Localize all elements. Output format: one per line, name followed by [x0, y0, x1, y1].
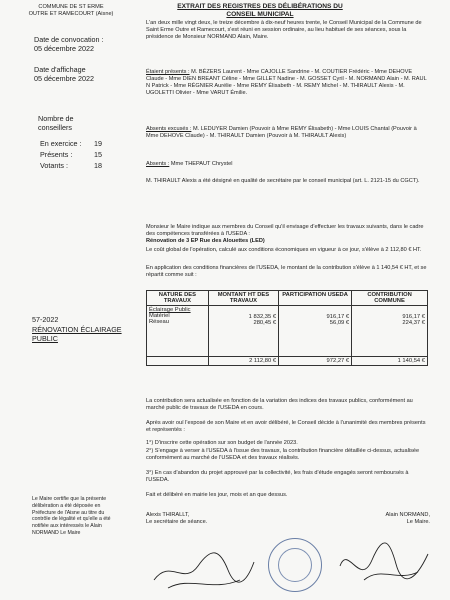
secretary-signature-icon [150, 540, 260, 596]
contribution-cell [352, 306, 428, 357]
header-nature: NATURE DES TRAVAUX [147, 291, 209, 306]
secretary-designation: M. THIRAULT Alexis a été désigné en qualité de secrétaire par le conseil municipal (art. L. 2121-15 du CGCT). [146, 178, 420, 184]
total-participation: 972,27 € [279, 357, 352, 366]
paragraph-decision: Après avoir ouï l'exposé de son Maire et en avoir délibéré, le Conseil décide à l'unanimité des membres présents et représentés : [146, 420, 426, 433]
document-title: EXTRAIT DES REGISTRES DES DÉLIBÉRATIONS DU CONSEIL MUNICIPAL [177, 3, 343, 18]
mayor-role: Le Maire. [406, 518, 430, 525]
paragraph-works [146, 224, 428, 245]
participation-materiel: 916,17 € [326, 314, 350, 320]
total-montant: 2 112,80 € [208, 357, 278, 366]
stamp-inner-ring [278, 548, 312, 582]
decision-item-2: 2°) S'engage à verser à l'USEDA à l'issue des travaux, la contribution financière détaillée ci-dessus, actualisée conformément au marché de l'USEDA et des travaux réalisés. [146, 448, 420, 461]
header-contribution: CONTRIBUTION COMMUNE [352, 291, 428, 306]
affichage-label: Date d'affichage [34, 65, 86, 74]
table-total-row [147, 357, 428, 366]
attendance-present [146, 69, 428, 97]
excuses-heading: Absents excusés : [146, 126, 192, 132]
montant-materiel: 1 832,35 € [248, 314, 277, 320]
absents-names: Mme THEPAUT Chrystel [170, 161, 233, 167]
votants-label: Votants : [40, 161, 68, 170]
en-exercice-label: En exercice : [40, 139, 82, 148]
decision-number: 57-2022 [32, 315, 59, 324]
presents-label: Présents : [40, 150, 73, 159]
paragraph-contribution: En application des conditions financières de l'USEDA, le montant de la contribution s'élève à 1 140,54 € HT, et se répartit comme suit : [146, 265, 427, 278]
convocation-date: 05 décembre 2022 [34, 44, 94, 53]
mairie-stamp-icon [268, 538, 322, 592]
presents-value: 15 [94, 150, 102, 159]
mayor-name: Alain NORMAND, [385, 512, 430, 518]
paragraph-cost: Le coût global de l'opération, calculé aux conditions économiques en vigueur à ce jour, s'élève à 2 112,80 € HT. [146, 247, 422, 253]
presents-heading: Étaient présents : [146, 69, 190, 75]
signature-secretary [146, 512, 266, 526]
closing-line: Fait et délibéré en mairie les jour, mois et an que dessus. [146, 492, 288, 498]
affichage-date: 05 décembre 2022 [34, 74, 94, 83]
decision-title: RÉNOVATION ÉCLAIRAGE PUBLIC [32, 325, 122, 343]
participation-cell [279, 306, 352, 357]
presents-names: M. BÉZERS Laurent - Mme CAJOLLE Sandrine - M. COUTIER Frédéric - Mme DEHOVE Claude - Mme DIEN BREANT Céline - Mme GILLET Nadine - M. GOSSET Cyril - M. NORMAND Alain - M. RAUL N Patrick - Mme RÉGNIER Aurélie - Mme REMY Élisabeth - M. REMY Michel - M. THIRAULT Alexis - M. UGOLETTI Olivier - Mme VARUT Émilie. [146, 69, 427, 96]
total-contribution: 1 140,54 € [352, 357, 428, 366]
section-label: Éclairage Public [149, 307, 191, 313]
montant-cell [208, 306, 278, 357]
signature-mayor [340, 512, 430, 526]
row-label-reseau: Réseau [149, 319, 169, 325]
attendance-excused [146, 126, 428, 140]
excuses-names: M. LEDUYER Damien (Pouvoir à Mme REMY Élisabeth) - Mme LOUIS Chantal (Pouvoir à Mme DEHOVE Claude) - M. THIRAULT Damien (Pouvoir à M. THIRAULT Alexis) [146, 126, 417, 139]
votants-value: 18 [94, 161, 102, 170]
decision-item-3: 3°) En cas d'abandon du projet approuvé par la collectivité, les frais d'étude engagés seront remboursés à l'USEDA. [146, 470, 409, 483]
en-exercice-value: 19 [94, 139, 102, 148]
mayor-signature-icon [334, 536, 434, 592]
total-label [147, 357, 209, 366]
table-row [147, 306, 428, 357]
row-label-materiel: Matériel [149, 313, 170, 319]
secretary-role: Le secrétaire de séance. [146, 518, 208, 525]
header-participation: PARTICIPATION USEDA [279, 291, 352, 306]
convocation-label: Date de convocation : [34, 35, 104, 44]
commune-name: COMMUNE DE ST ERME OUTRE ET RAMECOURT (Aisne) [28, 4, 114, 17]
absents-heading: Absents : [146, 161, 170, 167]
financial-table [146, 290, 428, 366]
participation-reseau: 56,09 € [329, 320, 350, 326]
header-montant: MONTANT HT DES TRAVAUX [208, 291, 278, 306]
intro-paragraph: L'an deux mille vingt deux, le treize décembre à dix-neuf heures trente, le Conseil Municipal de la Commune de Saint Erme Outre et Ramecourt, s'est réuni en session ordinaire, au lieu habituel de ses séances, sous la présidence de Monsieur NORMAND Alain, Maire. [146, 20, 422, 40]
nature-cell [147, 306, 209, 357]
works-intro: Monsieur le Maire indique aux membres du Conseil qu'il envisage d'effectuer les travaux suivants, dans le cadre des compétences transférées à l'USEDA : [146, 224, 424, 237]
contribution-reseau: 224,37 € [402, 320, 425, 326]
conseillers-label: Nombre de conseillers [38, 114, 74, 132]
decision-item-1: 1°) D'inscrire cette opération sur son budget de l'année 2023. [146, 440, 298, 446]
secretary-name: Alexis THIRALLT, [146, 512, 190, 518]
paragraph-actualisation: La contribution sera actualisée en fonction de la variation des indices des travaux publics, conformément au marché public de travaux de l'USEDA en cours. [146, 398, 413, 411]
works-project: Rénovation de 3 EP Rue des Alouettes (LED) [146, 237, 265, 244]
contribution-materiel: 916,17 € [402, 314, 425, 320]
attendance-absent [146, 161, 428, 168]
certification-note: Le Maire certifie que la présente délibération a été déposée en Préfecture de l'Aisne au titre du contrôle de légalité et qu'elle a été notifiée aux intéressés le Alain NORMAND Le Maire [32, 496, 111, 536]
table-header-row [147, 291, 428, 306]
montant-reseau: 280,45 € [253, 320, 277, 326]
